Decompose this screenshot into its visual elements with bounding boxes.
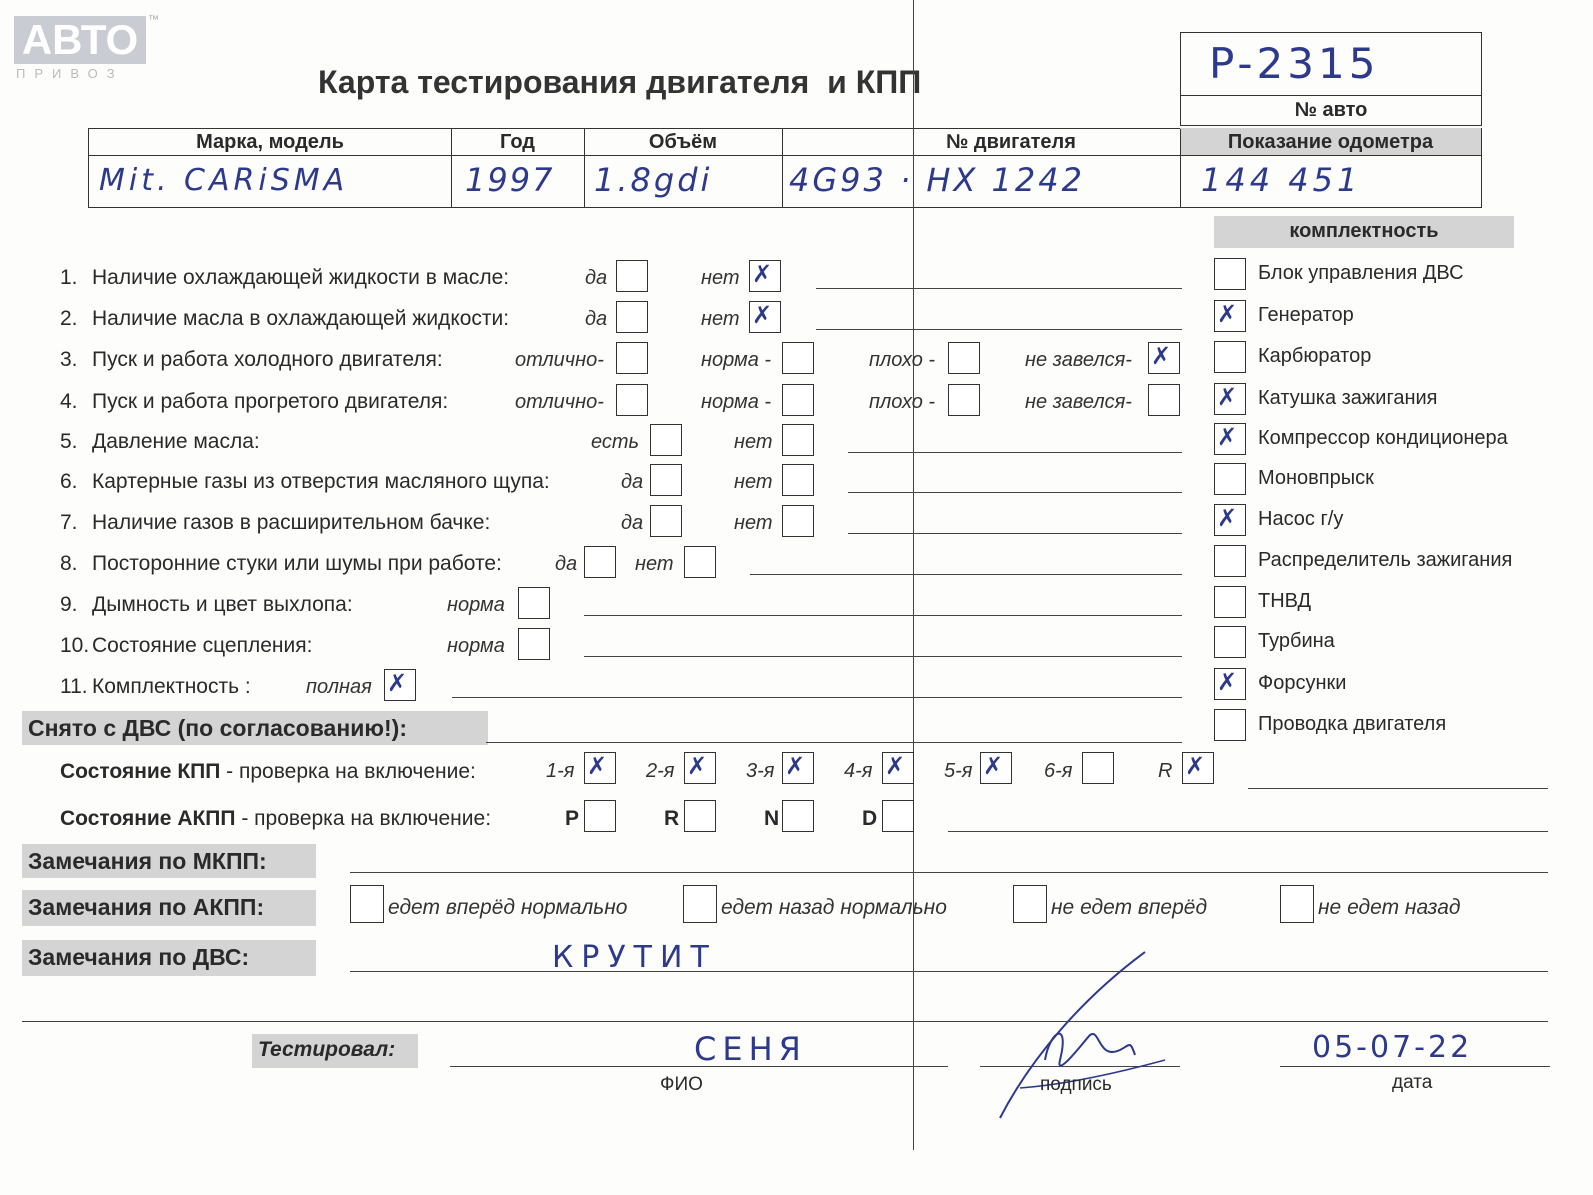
date-value: 05-07-22 [1312,1030,1473,1065]
value-model: Mit. CARiSMA [99,163,349,198]
check-option-label: нет [734,512,773,534]
check-mark-icon: ✗ [587,752,608,780]
check-option-checkbox[interactable] [384,669,416,701]
komplekt-item-label: Турбина [1258,630,1335,652]
check-option-label: плохо - [869,349,936,371]
komplekt-item-label: Блок управления ДВС [1258,262,1464,284]
komplekt-item-label: Компрессор кондиционера [1258,427,1508,449]
komplekt-item-label: Распределитель зажигания [1258,549,1513,571]
check-option-label: нет [734,471,773,493]
check-option-label: да [555,553,578,575]
check-number: 4. [60,390,78,413]
answer-line [848,492,1182,493]
check-number: 5. [60,430,78,453]
check-option-checkbox[interactable] [518,628,550,660]
akpp-label-bold: Состояние АКПП [60,807,236,830]
check-option-checkbox[interactable] [616,342,648,374]
akpp-remark-checkbox[interactable] [683,885,717,923]
komplekt-checkbox[interactable] [1214,300,1246,332]
gear-label: 6-я [1044,760,1073,782]
check-option-label: нет [635,553,674,575]
check-option-label: плохо - [869,391,936,413]
page-title: Карта тестирования двигателя и КПП [318,64,922,100]
auto-number-label: № авто [1294,99,1368,121]
akpp-mode-checkbox[interactable] [882,800,914,832]
check-question: Комплектность : [92,675,251,698]
check-option-checkbox[interactable] [616,301,648,333]
sign-caption: подпись [1040,1074,1112,1095]
gear-checkbox[interactable] [684,752,716,784]
check-option-checkbox[interactable] [650,424,682,456]
komplekt-checkbox[interactable] [1214,586,1246,618]
check-number: 3. [60,348,78,371]
check-number: 1. [60,266,78,289]
check-mark-icon: ✗ [1217,383,1238,411]
komplekt-item-label: Проводка двигателя [1258,713,1447,735]
check-option-label: не завелся- [1025,349,1132,371]
gear-checkbox[interactable] [1082,752,1114,784]
komplekt-item-label: ТНВД [1258,590,1312,612]
check-option-checkbox[interactable] [782,505,814,537]
check-question: Дымность и цвет выхлопа: [92,593,353,616]
check-mark-icon: ✗ [1217,423,1238,451]
check-option-label: есть [591,431,640,453]
check-mark-icon: ✗ [1151,342,1172,370]
komplekt-item-label: Генератор [1258,304,1354,326]
check-option-checkbox[interactable] [584,546,616,578]
check-question: Наличие масла в охлаждающей жидкости: [92,307,510,330]
check-question: Посторонние стуки или шумы при работе: [92,552,502,575]
check-mark-icon: ✗ [1217,504,1238,532]
separator-line [22,1021,1548,1022]
gear-checkbox[interactable] [584,752,616,784]
auto-number-box [1180,32,1482,126]
akpp-remark-checkbox[interactable] [1280,885,1314,923]
check-option-checkbox[interactable] [616,260,648,292]
remarks-dvs-line [350,971,1548,972]
komplekt-checkbox[interactable] [1214,341,1246,373]
check-option-label: не завелся- [1025,391,1132,413]
akpp-remark-label: едет назад нормально [721,896,947,919]
logo [14,14,164,84]
check-option-label: отлично- [515,391,604,413]
date-caption: дата [1392,1072,1433,1093]
akpp-mode-label: D [862,807,878,830]
check-option-label: норма - [701,391,772,413]
komplekt-checkbox[interactable] [1214,423,1246,455]
komplekt-item-label: Насос г/у [1258,508,1344,530]
check-option-label: да [585,267,608,289]
check-number: 2. [60,307,78,330]
remarks-akpp-label: Замечания по АКПП: [22,890,316,926]
check-question: Давление масла: [92,430,260,453]
auto-number-value: P-2315 [1209,39,1380,88]
check-option-label: да [585,308,608,330]
date-line [1280,1066,1550,1067]
check-mark-icon: ✗ [785,752,806,780]
gear-label: 1-я [546,760,575,782]
check-option-checkbox[interactable] [749,301,781,333]
logo-brand: АВТО [14,16,146,64]
remarks-dvs-label: Замечания по ДВС: [22,940,316,976]
remarks-mkpp-line [350,872,1548,873]
check-mark-icon: ✗ [983,752,1004,780]
akpp-mode-checkbox[interactable] [684,800,716,832]
tester-name: СЕНЯ [694,1030,807,1068]
answer-line [750,574,1182,575]
value-volume: 1.8gdi [594,161,713,199]
gear-label: R [1158,760,1173,782]
answer-line [848,452,1182,453]
akpp-mode-label: N [764,807,780,830]
answer-line [816,288,1182,289]
gear-label: 4-я [844,760,873,782]
value-odometer: 144 451 [1201,161,1362,199]
akpp-mode-label: R [664,807,680,830]
akpp-label [60,807,491,831]
check-option-label: полная [306,676,372,698]
check-question: Пуск и работа прогретого двигателя: [92,390,449,413]
check-mark-icon: ✗ [752,260,773,288]
check-option-label: отлично- [515,349,604,371]
gear-label: 3-я [746,760,775,782]
check-question: Наличие охлаждающей жидкости в масле: [92,266,510,289]
check-option-checkbox[interactable] [650,464,682,496]
kpp-line [1248,788,1548,789]
akpp-label-rest: - проверка на включение: [235,807,492,830]
check-option-checkbox[interactable] [518,587,550,619]
remarks-dvs-value: КРУТИТ [552,940,717,975]
kpp-label-bold: Состояние КПП [60,760,221,783]
komplekt-checkbox[interactable] [1214,383,1246,415]
check-option-checkbox[interactable] [650,505,682,537]
tested-label: Тестировал: [252,1034,418,1068]
check-mark-icon: ✗ [387,669,408,697]
akpp-remark-checkbox[interactable] [350,885,384,923]
check-option-label: да [621,512,644,534]
komplekt-checkbox[interactable] [1214,626,1246,658]
check-question: Пуск и работа холодного двигателя: [92,348,443,371]
check-option-label: нет [701,308,740,330]
name-caption: ФИО [660,1074,703,1095]
check-mark-icon: ✗ [752,301,773,329]
answer-line [584,615,1182,616]
check-option-checkbox[interactable] [948,384,980,416]
komplekt-item-label: Карбюратор [1258,345,1372,367]
check-option-label: нет [734,431,773,453]
check-number: 6. [60,470,78,493]
name-line [450,1066,948,1067]
akpp-remark-checkbox[interactable] [1013,885,1047,923]
check-option-checkbox[interactable] [782,464,814,496]
check-option-checkbox[interactable] [782,424,814,456]
check-option-checkbox[interactable] [782,342,814,374]
logo-sub: ПРИВОЗ [16,66,124,81]
removed-label: Снято с ДВС (по согласованию!): [22,711,488,745]
col-header-engine-no: № двигателя [946,131,1076,153]
komplekt-item-label: Форсунки [1258,672,1347,694]
answer-line [848,533,1182,534]
check-number: 7. [60,511,78,534]
gear-checkbox[interactable] [782,752,814,784]
check-option-label: да [621,471,644,493]
akpp-remark-label: не едет вперёд [1051,896,1208,919]
check-option-checkbox[interactable] [749,260,781,292]
akpp-mode-checkbox[interactable] [782,800,814,832]
check-option-label: норма - [701,349,772,371]
answer-line [584,656,1182,657]
gear-label: 2-я [646,760,675,782]
akpp-mode-checkbox[interactable] [584,800,616,832]
removed-line [486,742,1182,743]
akpp-mode-label: P [565,807,580,830]
check-mark-icon: ✗ [1185,752,1206,780]
check-option-checkbox[interactable] [782,384,814,416]
check-option-checkbox[interactable] [684,546,716,578]
check-number: 10. [60,634,90,657]
gear-checkbox[interactable] [882,752,914,784]
komplekt-checkbox[interactable] [1214,504,1246,536]
komplekt-title: комплектность [1214,216,1514,248]
check-number: 8. [60,552,78,575]
answer-line [452,697,1182,698]
check-question: Состояние сцепления: [92,634,313,657]
gear-label: 5-я [944,760,973,782]
header-table [88,128,1482,208]
check-option-checkbox[interactable] [1148,342,1180,374]
col-header-model: Марка, модель [196,131,344,153]
check-number: 11. [60,675,88,698]
check-option-label: норма [447,635,505,657]
check-option-checkbox[interactable] [616,384,648,416]
check-mark-icon: ✗ [1217,300,1238,328]
check-option-label: норма [447,594,505,616]
gear-checkbox[interactable] [1182,752,1214,784]
value-year: 1997 [465,161,555,199]
komplekt-checkbox[interactable] [1214,709,1246,741]
kpp-label [60,760,476,784]
komplekt-checkbox[interactable] [1214,463,1246,495]
check-mark-icon: ✗ [1217,668,1238,696]
komplekt-checkbox[interactable] [1214,258,1246,290]
logo-tm: ™ [148,14,159,26]
col-header-odometer: Показание одометра [1227,131,1434,153]
remarks-mkpp-label: Замечания по МКПП: [22,844,316,878]
akpp-remark-label: не едет назад [1318,896,1461,919]
komplekt-item-label: Катушка зажигания [1258,387,1438,409]
akpp-remark-label: едет вперёд нормально [388,896,628,919]
check-option-label: нет [701,267,740,289]
komplekt-item-label: Моновпрыск [1258,467,1374,489]
gear-checkbox[interactable] [980,752,1012,784]
check-option-checkbox[interactable] [1148,384,1180,416]
check-question: Наличие газов в расширительном бачке: [92,511,491,534]
check-mark-icon: ✗ [687,752,708,780]
col-header-year: Год [500,131,535,153]
fold-line [913,0,914,1150]
col-header-volume: Объём [648,131,718,153]
check-option-checkbox[interactable] [948,342,980,374]
answer-line [816,329,1182,330]
check-number: 9. [60,593,78,616]
value-engine-no: 4G93 · HX 1242 [789,161,1085,199]
komplekt-checkbox[interactable] [1214,668,1246,700]
akpp-line [948,831,1548,832]
komplekt-checkbox[interactable] [1214,545,1246,577]
signature-image [990,940,1190,1130]
check-mark-icon: ✗ [885,752,906,780]
check-question: Картерные газы из отверстия масляного щупа: [92,470,550,493]
kpp-label-rest: - проверка на включение: [220,760,476,783]
